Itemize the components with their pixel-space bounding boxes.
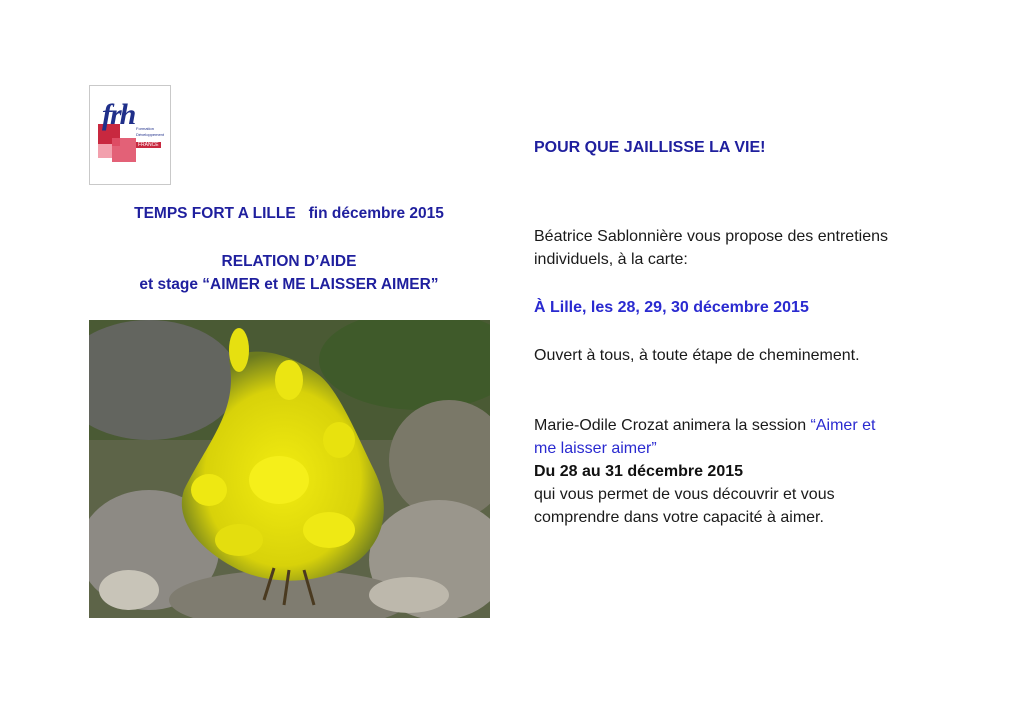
session-desc-1: qui vous permet de vous découvrir et vous [534, 486, 835, 503]
logo-country: FRANCE [138, 142, 159, 148]
logo-tagline: Formation Développement [136, 126, 165, 137]
session-quote-start: “Aimer et [810, 417, 876, 434]
main-title: POUR QUE JAILLISSE LA VIE! [534, 139, 766, 156]
session-desc-2: comprendre dans votre capacité à aimer. [534, 509, 824, 526]
intro-line-1: Béatrice Sablonnière vous propose des entretiens [534, 228, 888, 245]
logo-square-mid [112, 138, 136, 162]
intro-line-2: individuels, à la carte: [534, 251, 688, 268]
logo-brand: frh [102, 98, 135, 131]
event-heading: TEMPS FORT A LILLE fin décembre 2015 [134, 205, 444, 222]
frh-logo [89, 85, 171, 185]
session-prefix: Marie-Odile Crozat animera la session [534, 417, 811, 434]
session-line-1 [534, 414, 954, 437]
open-line: Ouvert à tous, à toute étape de cheminement. [534, 347, 860, 364]
dates-line: À Lille, les 28, 29, 30 décembre 2015 [534, 299, 809, 316]
stage-heading: et stage “AIMER et ME LAISSER AIMER” [139, 276, 439, 293]
session-quote-end: me laisser aimer” [534, 440, 657, 457]
session-dates: Du 28 au 31 décembre 2015 [534, 463, 744, 480]
broom-flower-photo [89, 320, 490, 618]
relation-aide-heading: RELATION D’AIDE [221, 253, 357, 270]
logo-square-light [98, 144, 112, 158]
